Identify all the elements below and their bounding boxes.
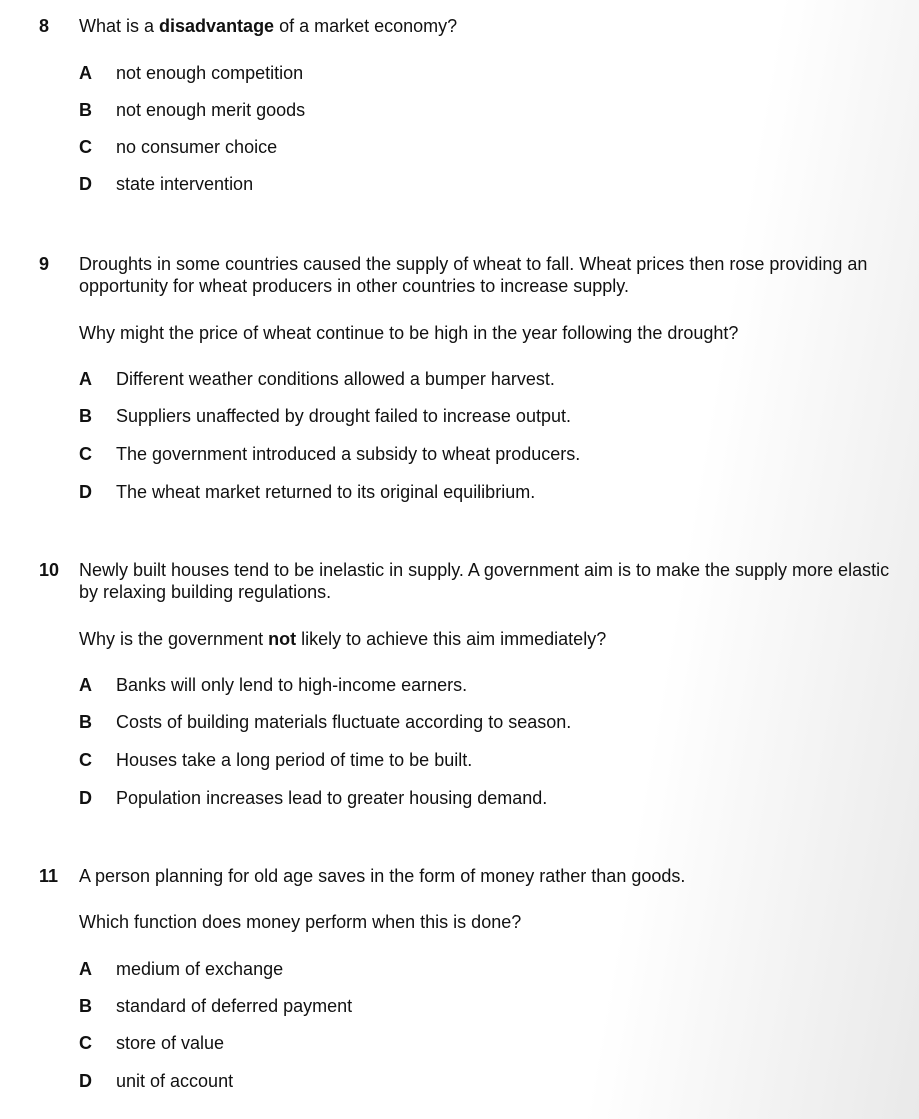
option-a[interactable]: [79, 958, 283, 980]
question-number: 9: [39, 254, 50, 274]
option-text: Population increases lead to greater housing demand.: [116, 788, 548, 808]
option-letter: C: [79, 444, 92, 464]
option-letter: D: [79, 1071, 92, 1091]
stem-text: of a market economy?: [274, 16, 458, 36]
option-text: The wheat market returned to its original equilibrium.: [116, 482, 536, 502]
option-text: Suppliers unaffected by drought failed to increase output.: [116, 406, 571, 426]
question-stem: A person planning for old age saves in the form of money rather than goods.: [79, 866, 686, 886]
option-text: store of value: [116, 1033, 225, 1053]
option-letter: A: [79, 675, 92, 695]
option-letter: A: [79, 63, 92, 83]
question-number: 10: [39, 560, 60, 580]
question-stem: Newly built houses tend to be inelastic in supply. A government aim is to make the supply more elastic by relaxing building regulations.: [79, 560, 890, 602]
option-letter: C: [79, 1033, 92, 1053]
question-prompt: Why might the price of wheat continue to be high in the year following the drought?: [79, 323, 739, 343]
option-letter: A: [79, 369, 92, 389]
option-a[interactable]: [79, 674, 467, 696]
option-d[interactable]: [79, 1070, 233, 1092]
option-letter: D: [79, 174, 92, 194]
option-a[interactable]: [79, 368, 555, 390]
option-text: unit of account: [116, 1071, 234, 1091]
option-text: Banks will only lend to high-income earners.: [116, 675, 468, 695]
prompt-text: likely to achieve this aim immediately?: [296, 629, 607, 649]
option-a[interactable]: [79, 62, 303, 84]
option-d[interactable]: [79, 481, 535, 503]
option-text: medium of exchange: [116, 959, 284, 979]
option-letter: B: [79, 712, 92, 732]
prompt-emphasis: not: [268, 629, 297, 649]
question-stem: Droughts in some countries caused the supply of wheat to fall. Wheat prices then rose providing an opportunity for wheat producers in other countries to increase supply.: [79, 254, 868, 296]
option-letter: B: [79, 406, 92, 426]
option-text: no consumer choice: [116, 137, 278, 157]
option-c[interactable]: [79, 443, 580, 465]
option-b[interactable]: [79, 405, 571, 427]
option-text: The government introduced a subsidy to wheat producers.: [116, 444, 581, 464]
option-letter: C: [79, 137, 92, 157]
option-text: not enough competition: [116, 63, 304, 83]
question-stem: [79, 15, 899, 37]
question-prompt: [79, 628, 899, 650]
question-prompt: Which function does money perform when this is done?: [79, 912, 522, 932]
option-text: Houses take a long period of time to be built.: [116, 750, 473, 770]
option-letter: B: [79, 996, 92, 1016]
option-c[interactable]: [79, 136, 277, 158]
stem-text: What is a: [79, 16, 160, 36]
option-c[interactable]: [79, 749, 472, 771]
option-b[interactable]: [79, 995, 352, 1017]
option-letter: D: [79, 788, 92, 808]
option-c[interactable]: [79, 1032, 224, 1054]
option-text: not enough merit goods: [116, 100, 306, 120]
option-b[interactable]: [79, 99, 305, 121]
option-text: state intervention: [116, 174, 254, 194]
option-text: Costs of building materials fluctuate according to season.: [116, 712, 572, 732]
option-letter: D: [79, 482, 92, 502]
option-letter: A: [79, 959, 92, 979]
option-b[interactable]: [79, 711, 571, 733]
option-letter: B: [79, 100, 92, 120]
option-letter: C: [79, 750, 92, 770]
question-number: 11: [39, 866, 59, 886]
question-number: 8: [39, 16, 50, 36]
option-d[interactable]: [79, 173, 253, 195]
option-text: standard of deferred payment: [116, 996, 353, 1016]
option-d[interactable]: [79, 787, 547, 809]
option-text: Different weather conditions allowed a bumper harvest.: [116, 369, 555, 389]
prompt-text: Why is the government: [79, 629, 269, 649]
stem-emphasis: disadvantage: [159, 16, 275, 36]
